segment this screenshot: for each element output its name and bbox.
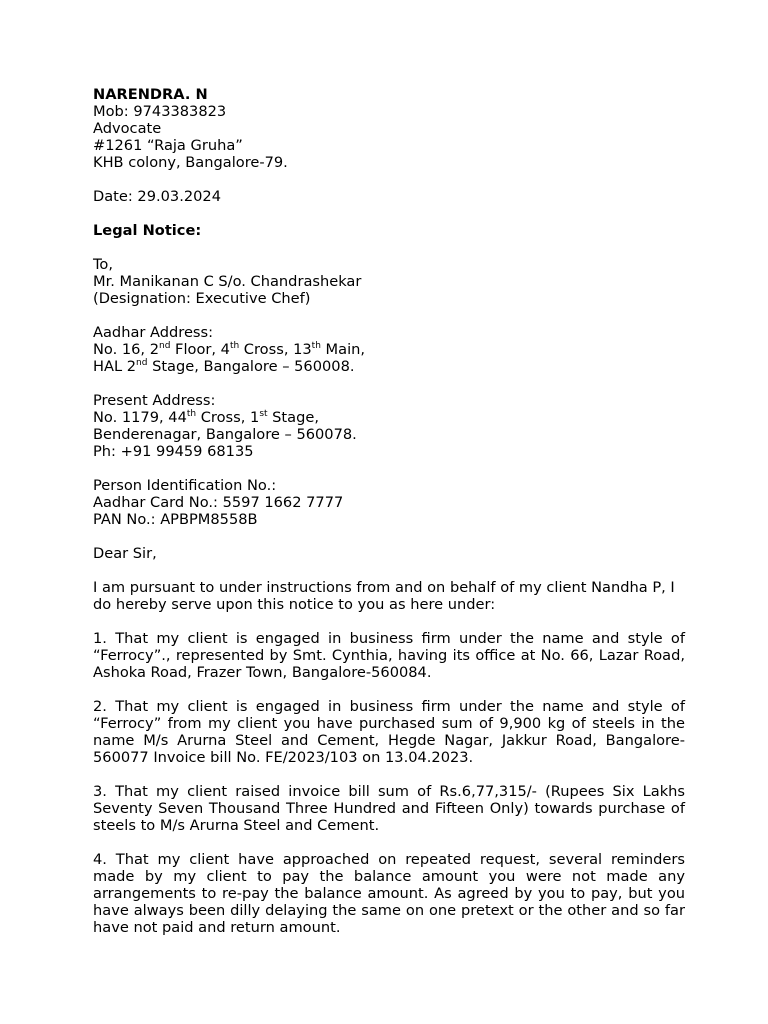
notice-date: Date: 29.03.2024 [93,188,221,205]
paragraph-3: 3. That my client raised invoice bill sum of Rs.6,77,315/- (Rupees Six Lakhs Seventy Seven Thousand Three Hundred and Fifteen Only) towards purchase of steels to M/s Arurna Steel and Cement. [93,783,685,834]
aadhar-card-number: Aadhar Card No.: 5597 1662 7777 [93,494,344,511]
sender-address-line1: #1261 “Raja Gruha” [93,137,243,154]
pan-number: PAN No.: APBPM8558B [93,511,258,528]
notice-heading: Legal Notice: [93,222,202,239]
aadhar-address-label: Aadhar Address: [93,324,214,341]
present-address-label: Present Address: [93,392,216,409]
recipient-phone: Ph: +91 99459 68135 [93,443,254,460]
paragraph-2: 2. That my client is engaged in business firm under the name and style of “Ferrocy” from my client you have purchased sum of 9,900 kg of steels in the name M/s Arurna Steel and Cement, Hegde Nagar, Jakkur Road, Bangalore-560077 Invoice bill No. FE/2023/103 on 13.04.2023. [93,698,685,766]
legal-notice-document [93,86,685,936]
present-address-line1: No. 1179, 44th Cross, 1st Stage, [93,409,319,426]
aadhar-address-line1: No. 16, 2nd Floor, 4th Cross, 13th Main, [93,341,366,358]
sender-mobile: Mob: 9743383823 [93,103,227,120]
sender-address-line2: KHB colony, Bangalore-79. [93,154,288,171]
recipient-name: Mr. Manikanan C S/o. Chandrashekar [93,273,362,290]
sender-profession: Advocate [93,120,162,137]
recipient-to: To, [93,256,114,273]
salutation: Dear Sir, [93,545,157,562]
aadhar-address-line2: HAL 2nd Stage, Bangalore – 560008. [93,358,355,375]
paragraph-4: 4. That my client have approached on repeated request, several reminders made by my client to pay the balance amount you were not made any arrangements to re-pay the balance amount. As agreed by you to pay, but you have always been dilly delaying the same on one pretext or the other and so far have not paid and return amount. [93,851,685,936]
sender-name: NARENDRA. N [93,86,208,103]
recipient-designation: (Designation: Executive Chef) [93,290,311,307]
paragraph-1: 1. That my client is engaged in business firm under the name and style of “Ferrocy”., represented by Smt. Cynthia, having its office at No. 66, Lazar Road, Ashoka Road, Frazer Town, Bangalore-560084. [93,630,685,681]
present-address-line2: Benderenagar, Bangalore – 560078. [93,426,357,443]
identification-label: Person Identification No.: [93,477,277,494]
intro-paragraph: I am pursuant to under instructions from and on behalf of my client Nandha P, I do hereby serve upon this notice to you as here under: [93,579,675,613]
